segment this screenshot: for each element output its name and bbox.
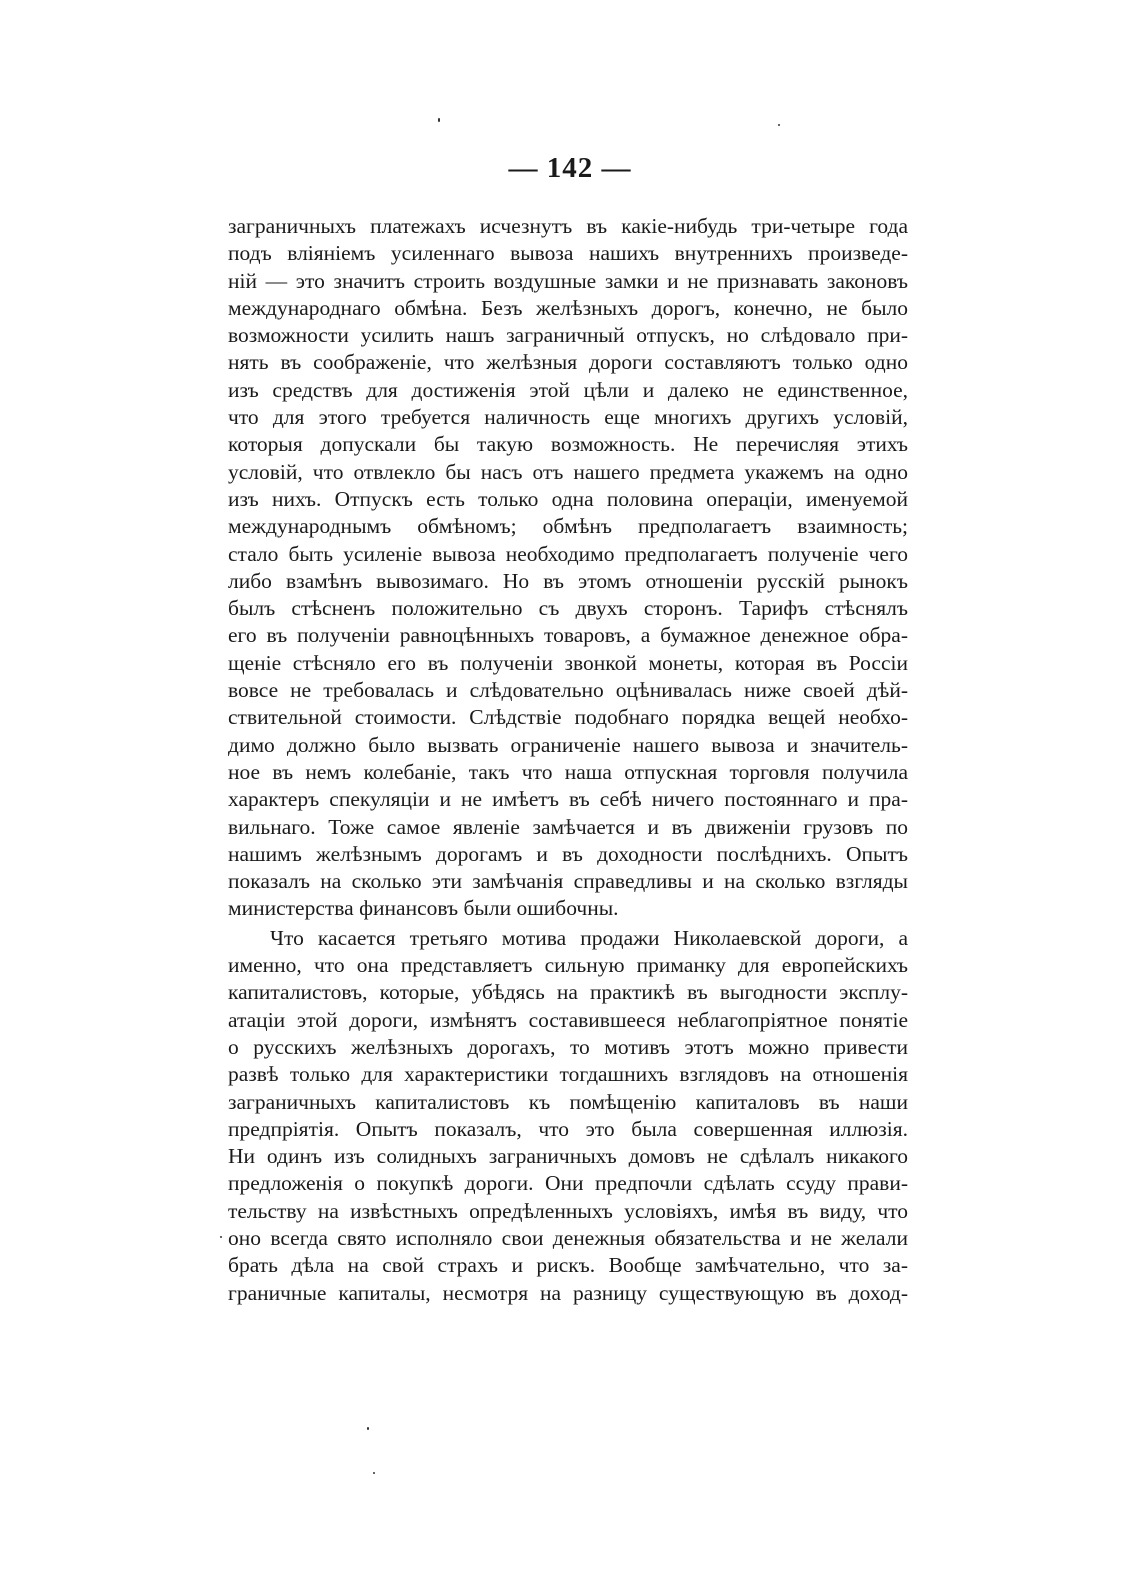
page-number: — 142 — <box>508 152 632 184</box>
text-line: вовсе не требовалась и слѣдовательно оцѣнивалась ниже своей дѣй- <box>228 678 908 703</box>
text-line: показалъ на сколько эти замѣчанія справедливы и на сколько взгляды <box>228 869 908 894</box>
text-line: что для этого требуется наличность еще многихъ другихъ условій, <box>228 405 908 430</box>
paragraph-2 <box>228 925 908 1307</box>
text-line: изъ средствъ для достиженія этой цѣли и далеко не единственное, <box>228 377 908 402</box>
text-line: граничные капиталы, несмотря на разницу существующую въ доход- <box>228 1280 908 1305</box>
text-line: стало быть усиленіе вывоза необходимо предполагаетъ полученіе чего <box>228 541 908 566</box>
text-line: характеръ спекуляціи и не имѣетъ въ себѣ ничего постояннаго и пра- <box>228 787 908 812</box>
text-line: предложенія о покупкѣ дороги. Они предпочли сдѣлать ссуду прави- <box>228 1171 908 1196</box>
text-line: развѣ только для характеристики тогдашнихъ взглядовъ на отношенія <box>228 1062 908 1087</box>
text-line: именно, что она представляетъ сильную приманку для европейскихъ <box>228 953 908 978</box>
text-line: Что касается третьяго мотива продажи Николаевской дороги, а <box>270 925 908 950</box>
text-line: международнымъ обмѣномъ; обмѣнъ предполагаетъ взаимность; <box>228 514 908 539</box>
text-line: предпріятія. Опытъ показалъ, что это была совершенная иллюзія. <box>228 1116 908 1141</box>
text-line: брать дѣла на свой страхъ и рискъ. Вообще замѣчательно, что за- <box>228 1253 908 1278</box>
text-line: возможности усилить нашъ заграничный отпускъ, но слѣдовало при- <box>228 323 908 348</box>
text-line: заграничныхъ платежахъ исчезнутъ въ какіе-нибудь три-четыре года <box>228 214 908 238</box>
text-line: подъ вліяніемъ усиленнаго вывоза нашихъ внутреннихъ произведе- <box>228 241 908 266</box>
text-line: заграничныхъ капиталистовъ къ помѣщенію капиталовъ въ наши <box>228 1089 908 1114</box>
scan-speck <box>778 124 780 126</box>
text-line: димо должно было вызвать ограниченіе нашего вывоза и значитель- <box>228 732 908 757</box>
text-line: вильнаго. Тоже самое явленіе замѣчается и въ движеніи грузовъ по <box>228 814 908 839</box>
text-line: его въ полученіи равноцѣнныхъ товаровъ, а бумажное денежное обра- <box>228 623 908 648</box>
body-text <box>228 213 908 1307</box>
text-line: нашимъ желѣзнымъ дорогамъ и въ доходности послѣднихъ. Опытъ <box>228 841 908 866</box>
text-line: тельству на извѣстныхъ опредѣленныхъ условіяхъ, имѣя въ виду, что <box>228 1198 908 1223</box>
text-line: былъ стѣсненъ положительно съ двухъ сторонъ. Тарифъ стѣснялъ <box>228 596 908 621</box>
text-line: Ни одинъ изъ солидныхъ заграничныхъ домовъ не сдѣлалъ никакого <box>228 1144 908 1169</box>
text-line: капиталистовъ, которые, убѣдясь на практикѣ въ выгодности эксплу- <box>228 980 908 1005</box>
paragraph-1 <box>228 213 908 923</box>
text-line: щеніе стѣсняло его въ полученіи звонкой монеты, которая въ Россіи <box>228 650 908 675</box>
scan-speck <box>367 1427 369 1430</box>
text-line: которыя допускали бы такую возможность. Не перечисляя этихъ <box>228 432 908 457</box>
text-line: изъ нихъ. Отпускъ есть только одна половина операціи, именуемой <box>228 486 908 511</box>
scan-speck <box>373 1472 375 1474</box>
scan-speck <box>220 1236 222 1238</box>
text-line: ствительной стоимости. Слѣдствіе подобнаго порядка вещей необхо- <box>228 705 908 730</box>
text-line: министерства финансовъ были ошибочны. <box>228 896 619 921</box>
text-line: ній — это значитъ строить воздушные замки и не признавать законовъ <box>228 268 908 293</box>
text-line: оно всегда свято исполняло свои денежныя обязательства и не желали <box>228 1225 908 1250</box>
text-line: ное въ немъ колебаніе, такъ что наша отпускная торговля получила <box>228 759 908 784</box>
text-line: о русскихъ желѣзныхъ дорогахъ, то мотивъ этотъ можно привести <box>228 1034 908 1059</box>
text-line: условій, что отвлекло бы насъ отъ нашего предмета укажемъ на одно <box>228 459 908 484</box>
text-line: международнаго обмѣна. Безъ желѣзныхъ дорогъ, конечно, не было <box>228 295 908 320</box>
scan-speck <box>438 118 440 122</box>
text-line: либо взамѣнъ вывозимаго. Но въ этомъ отношеніи русскій рынокъ <box>228 568 908 593</box>
text-line: нять въ соображеніе, что желѣзныя дороги составляютъ только одно <box>228 350 908 375</box>
text-line: атаціи этой дороги, измѣнятъ составившееся неблагопріятное понятіе <box>228 1007 908 1032</box>
